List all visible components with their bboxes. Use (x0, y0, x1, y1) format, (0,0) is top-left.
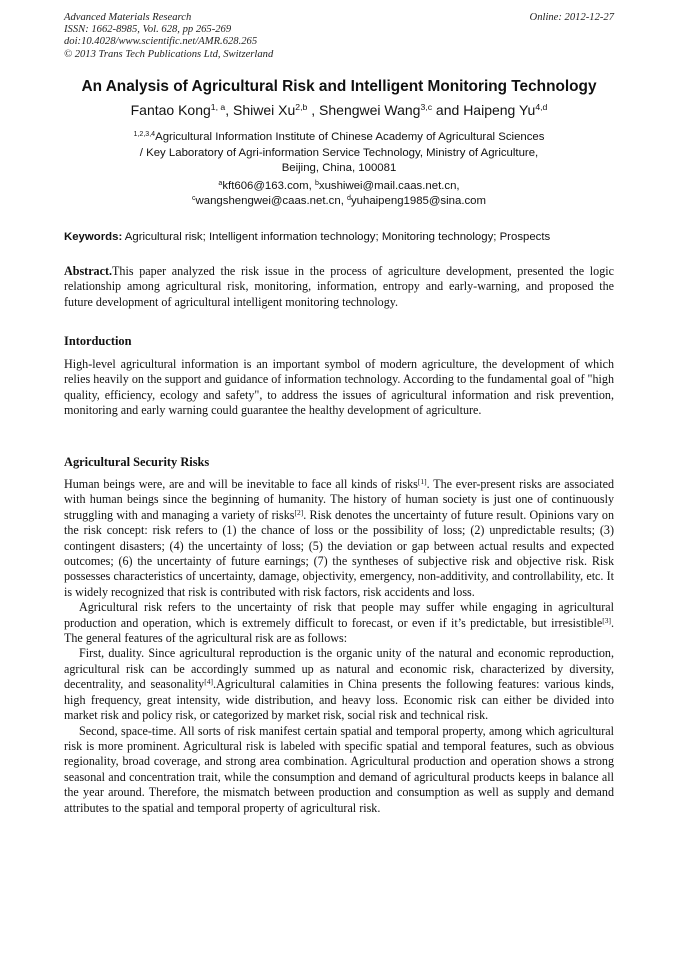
body-paragraph: Second, space-time. All sorts of risk manifest certain spatial and temporal property, among which agricultural risk is more prominent. Agricultural risk is labeled with specific spatial and temporal features, such as obvious regionality, broad coverage, and strong area combination. Agricultural production and operation shows a strong seasonal and concentration trait, while the consumption and demand of agricultural products keeps in balance all the year around. Therefore, the mismatch between production and consumption as well as supply and demand attributes to the spatial and temporal property of agricultural risk. (64, 723, 614, 815)
abstract (64, 264, 614, 310)
affiliation-sup: 1,2,3,4 (133, 131, 156, 139)
body-paragraph: First, duality. Since agricultural reproduction is the organic unity of the natural and economic reproduction, agricultural risk can be accordingly summed up as natural and economic risk, characterized by diversity, decentrality, and seasonality[4].Agricultural calamities in China presents the following features: various kinds, high frequency, great intensity, wide distribution, and heavy loss. Economic risk can either be divided into market risk and policy risk, or categorized by market risk, social risk and technical risk. (64, 646, 615, 723)
citation[interactable]: [2] (294, 507, 304, 517)
email-sup: c (191, 195, 196, 203)
author-list (30, 102, 648, 118)
section-heading-introduction: Intorduction (64, 334, 132, 348)
section-heading-risks: Agricultural Security Risks (64, 455, 210, 469)
email-link[interactable]: wangshengwei@caas.net.cn, (195, 195, 348, 208)
paper-title: An Analysis of Agricultural Risk and Intelligent Monitoring Technology (81, 78, 597, 95)
affiliation-line: Agricultural Information Institute of Chinese Academy of Agricultural Sciences (155, 131, 545, 143)
author-separator: , (225, 102, 234, 118)
author-affil-sup: 1, a (210, 102, 226, 113)
email-sup: a (218, 180, 223, 188)
doi-line: doi:10.4028/www.scientific.net/AMR.628.265 (64, 36, 258, 48)
author-name: Haipeng Yu (463, 102, 536, 118)
copyright-line: © 2013 Trans Tech Publications Ltd, Switzerland (64, 48, 274, 60)
body-paragraph: Agricultural risk refers to the uncertainty of risk that people may suffer while engaging in agricultural production and operation, which is extremely difficult to forecast, or even if it’s predictable, but irresistible[3]. The general features of the agricultural risk are as follows: (64, 600, 614, 646)
abstract-text: This paper analyzed the risk issue in the process of agriculture development, presented the logic relationship among agricultural risk, monitoring, information, entropy and early-warning, and proposed the future development of agricultural intelligent monitoring technology. (64, 264, 614, 309)
affiliation-line: Beijing, China, 100081 (281, 162, 397, 175)
email-sup: b (314, 180, 319, 188)
author-affil-sup: 2,b (295, 102, 308, 113)
email-sup: d (347, 195, 351, 203)
body-paragraph: Human beings were, are and will be inevitable to face all kinds of risks[1]. The ever-present risks are associated with human beings since the beginning of humanity. The history of human society is just one of continuously struggling with and managing a variety of risks[2]. Risk denotes the uncertainty of future result. Opinions vary on the risk concept: risk refers to (1) the chance of loss or the possibility of loss; (2) unpredictable results; (3) contingent disasters; (4) the uncertainty of loss; (5) the deviation or gap between actual results and expected outcomes; (6) the uncertainty of future earnings; (7) the syntheses of subjective risk and objective risk. Risk possesses characteristics of uncertainty, damage, objectivity, emergency, non-additivity, and controllability, etc. It is widely recognized that risk is contributed with risk factors, risk accidents and loss. (64, 476, 615, 599)
author-affil-sup: 4,d (535, 102, 548, 113)
citation[interactable]: [1] (417, 476, 427, 486)
citation[interactable]: [4] (204, 677, 213, 687)
author-name: Shiwei Xu (233, 102, 296, 118)
affiliation-line: / Key Laboratory of Agri-information Service Technology, Ministry of Agriculture, (139, 146, 539, 159)
author-name: Fantao Kong (130, 102, 211, 118)
author-affil-sup: 3,c (420, 102, 433, 113)
abstract-label: Abstract. (64, 264, 113, 278)
citation[interactable]: [3] (602, 615, 611, 625)
online-date: Online: 2012-12-27 (529, 12, 614, 23)
email-link[interactable]: kft606@163.com, (222, 180, 315, 192)
intro-paragraph: High-level agricultural information is an important symbol of modern agriculture, the development of which relies heavily on the support and guidance of information technology. According to the fundamental goal of "high quality, efficiency, ecology and safety", to address the issues of agricultural information and risk prevention, monitoring and early warning could guarantee the healthy development of agriculture. (64, 357, 614, 418)
keywords-label: Keywords: (64, 231, 123, 243)
author-emails (30, 179, 648, 210)
affiliation (30, 130, 648, 177)
keywords-text: Agricultural risk; Intelligent information technology; Monitoring technology; Prospects (122, 231, 551, 243)
risks-body (64, 477, 614, 816)
issn-line: ISSN: 1662-8985, Vol. 628, pp 265-269 (64, 24, 232, 36)
keywords (64, 231, 624, 243)
email-link[interactable]: xushiwei@mail.caas.net.cn, (318, 180, 460, 192)
author-separator: , (307, 102, 320, 118)
journal-header (64, 12, 273, 61)
journal-name: Advanced Materials Research (64, 12, 192, 23)
email-link[interactable]: yuhaipeng1985@sina.com (350, 195, 487, 208)
author-separator: and (432, 102, 464, 118)
author-name: Shengwei Wang (319, 102, 421, 118)
